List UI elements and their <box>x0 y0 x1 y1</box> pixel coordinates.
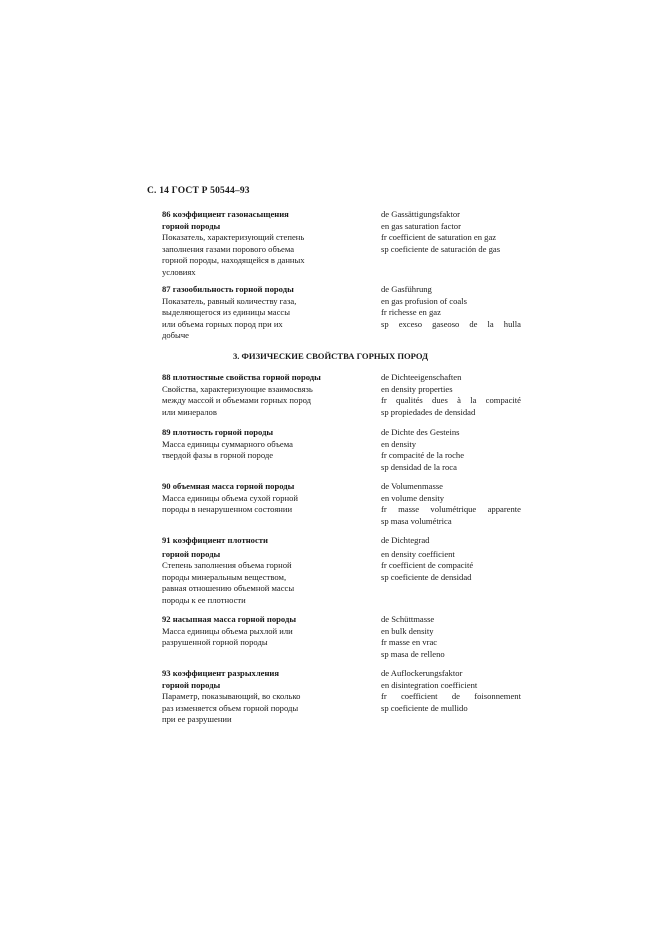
definition-line: разрушенной горной породы <box>162 637 268 648</box>
entry-87-translations <box>381 284 521 330</box>
translation-sp: sp masa volumétrica <box>381 515 452 526</box>
definition-line: породы в ненарушенном состоянии <box>162 504 293 515</box>
definition-line: Свойства, характеризующие взаимосвязь <box>162 383 313 394</box>
entry-87-russian <box>162 284 342 342</box>
translation-sp: sp coeficiente de densidad <box>381 571 472 582</box>
translation-fr: fr masse volumétrique apparente <box>381 504 521 515</box>
entry-86-russian <box>162 209 342 279</box>
translation-de: de Gassättigungsfaktor <box>381 209 460 219</box>
term-name-cont: горной породы <box>162 548 221 559</box>
term-name: 90 объемная масса горной породы <box>162 481 295 491</box>
term-name: 91 коэффициент плотности <box>162 535 268 545</box>
translation-en: en gas saturation factor <box>381 220 461 231</box>
definition-line: выделяющегося из единицы массы <box>162 307 290 318</box>
translation-sp: sp densidad de la roca <box>381 461 457 472</box>
definition-line: заполнения газами порового объема <box>162 243 295 254</box>
translation-sp: sp coeficiente de mullido <box>381 702 468 713</box>
page-header: С. 14 ГОСТ Р 50544–93 <box>147 186 250 196</box>
translation-de: de Dichte des Gesteins <box>381 427 460 437</box>
translation-en: en density coefficient <box>381 548 455 559</box>
translation-en: en bulk density <box>381 625 434 636</box>
definition-line: породы минеральным веществом, <box>162 571 287 582</box>
translation-fr: fr qualités dues à la compacité <box>381 395 521 406</box>
definition-line: Масса единицы объема сухой горной <box>162 492 299 503</box>
translation-fr: fr coefficient de saturation en gaz <box>381 232 497 243</box>
term-name: 89 плотность горной породы <box>162 427 274 437</box>
term-name: 88 плотностные свойства горной породы <box>162 372 321 382</box>
translation-de: de Dichtegrad <box>381 535 430 545</box>
translation-en: en disintegration coefficient <box>381 679 478 690</box>
term-name: 92 насыпная масса горной породы <box>162 614 297 624</box>
definition-line: или минералов <box>162 406 217 417</box>
term-name: 86 коэффициент газонасыщения <box>162 209 289 219</box>
entry-91-translations <box>381 535 521 583</box>
entry-91-russian <box>162 535 342 607</box>
term-name: 93 коэффициент разрыхления <box>162 668 280 678</box>
translation-en: en density properties <box>381 383 453 394</box>
translation-de: de Gasführung <box>381 284 432 294</box>
entry-92-russian <box>162 614 342 649</box>
definition-line: горной породы, находящейся в данных <box>162 255 305 266</box>
definition-line: Параметр, показывающий, во сколько <box>162 691 301 702</box>
translation-en: en gas profusion of coals <box>381 295 467 306</box>
translation-fr: fr compacité de la roche <box>381 450 465 461</box>
entry-93-russian <box>162 668 342 726</box>
translation-de: de Dichteeigenschaften <box>381 372 462 382</box>
definition-line: породы к ее плотности <box>162 594 246 605</box>
translation-en: en density <box>381 438 417 449</box>
definition-line: равная отношению объемной массы <box>162 583 295 594</box>
term-name-cont: горной породы <box>162 679 221 690</box>
translation-en: en volume density <box>381 492 445 503</box>
entry-90-russian <box>162 481 342 516</box>
definition-line: твердой фазы в горной породе <box>162 450 274 461</box>
translation-fr: fr coefficient de compacité <box>381 560 474 571</box>
definition-line: при ее разрушении <box>162 714 232 725</box>
entry-86-translations <box>381 209 521 255</box>
entry-88-translations <box>381 372 521 418</box>
definition-line: Степень заполнения объема горной <box>162 560 292 571</box>
translation-de: de Auflockerungsfaktor <box>381 668 463 678</box>
definition-line: Масса единицы суммарного объема <box>162 438 293 449</box>
definition-line: раз изменяется объем горной породы <box>162 702 299 713</box>
definition-line: между массой и объемами горных пород <box>162 395 312 406</box>
translation-fr: fr masse en vrac <box>381 637 438 648</box>
definition-line: Масса единицы объема рыхлой или <box>162 625 293 636</box>
translation-de: de Volumenmasse <box>381 481 443 491</box>
entry-89-translations <box>381 427 521 473</box>
definition-line: или объема горных пород при их <box>162 318 283 329</box>
term-name-cont: горной породы <box>162 220 221 231</box>
translation-sp: sp coeficiente de saturación de gas <box>381 243 501 254</box>
definition-line: условиях <box>162 266 196 277</box>
section-heading: 3. ФИЗИЧЕСКИЕ СВОЙСТВА ГОРНЫХ ПОРОД <box>232 351 429 361</box>
definition-line: добыче <box>162 330 189 341</box>
entry-93-translations <box>381 668 521 714</box>
entry-88-russian <box>162 372 342 418</box>
translation-sp: sp propiedades de densidad <box>381 406 476 417</box>
definition-line: Показатель, равный количеству газа, <box>162 295 297 306</box>
translation-sp: sp exceso gaseoso de la hulla <box>381 318 521 329</box>
translation-sp: sp masa de relleno <box>381 648 445 659</box>
translation-fr: fr coefficient de foisonnement <box>381 691 521 702</box>
term-name: 87 газообильность горной породы <box>162 284 294 294</box>
definition-line: Показатель, характеризующий степень <box>162 232 305 243</box>
entry-89-russian <box>162 427 342 462</box>
entry-92-translations <box>381 614 521 660</box>
translation-fr: fr richesse en gaz <box>381 307 441 318</box>
entry-90-translations <box>381 481 521 527</box>
translation-de: de Schüttmasse <box>381 614 435 624</box>
